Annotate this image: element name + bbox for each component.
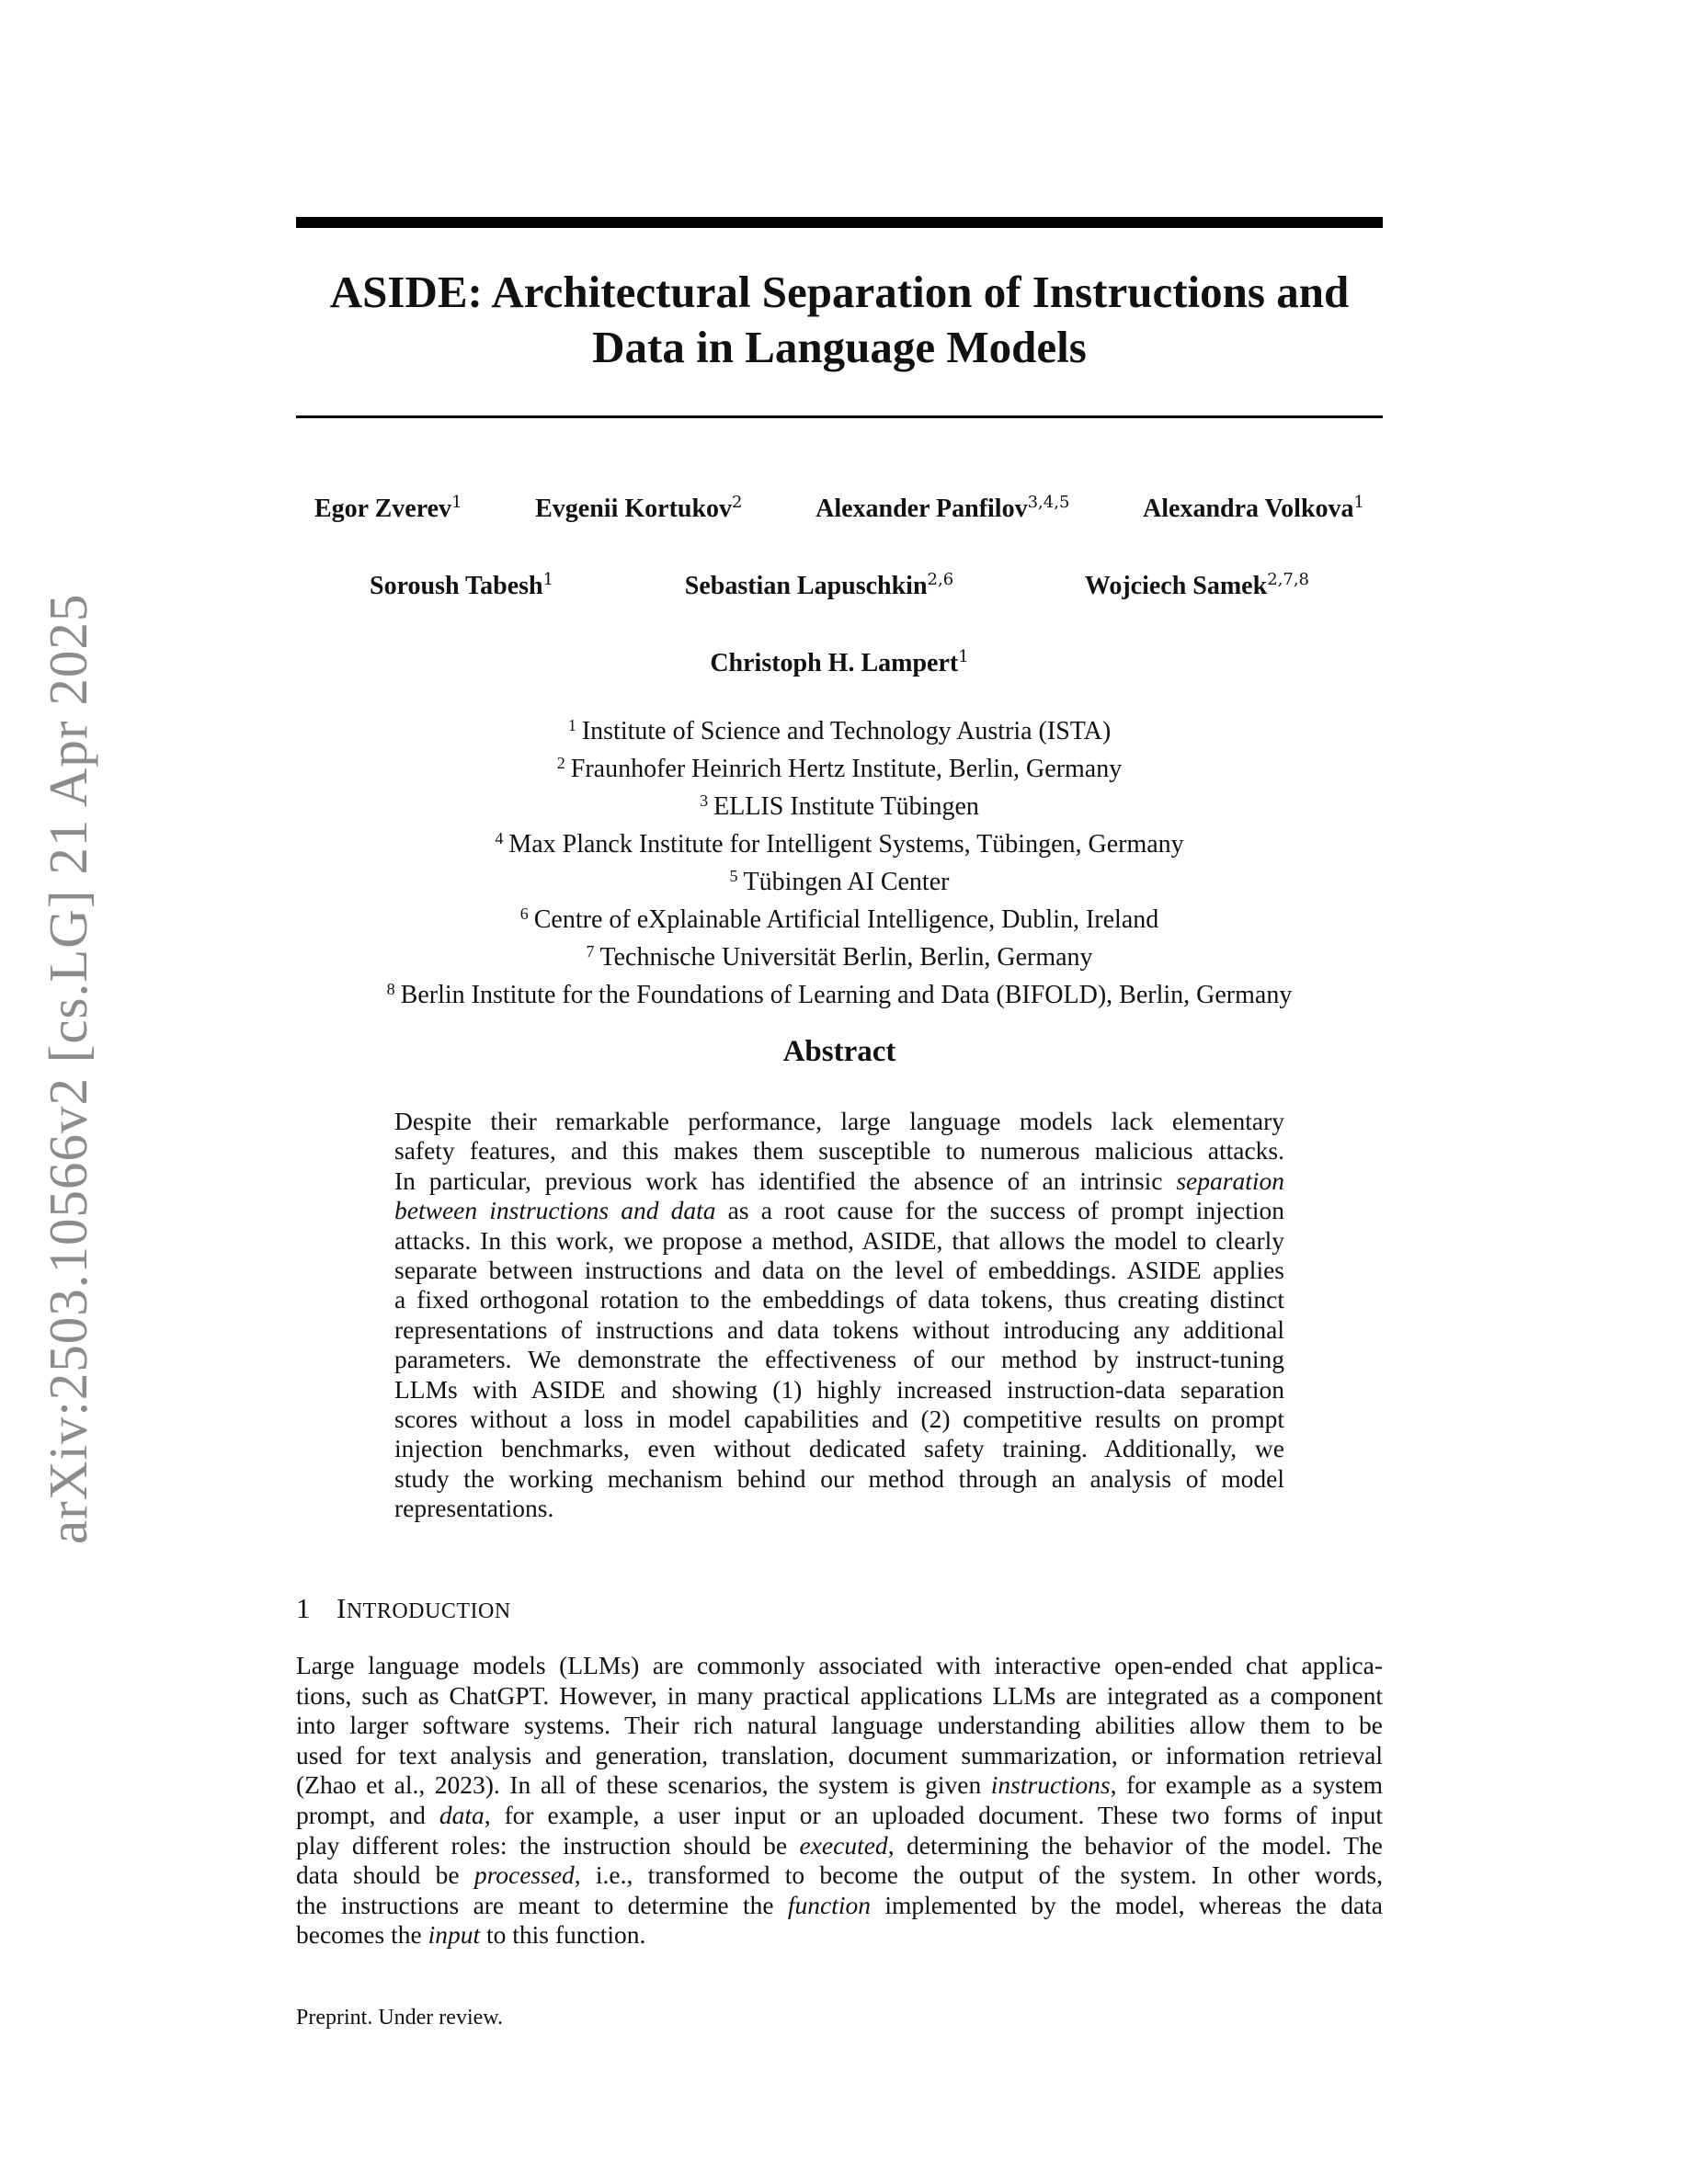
body-line: data should be processed, i.e., transformed to become the output of the system. In other words, bbox=[296, 1860, 1383, 1890]
paper-title bbox=[296, 265, 1383, 375]
author: Christoph H. Lampert$^1$ bbox=[710, 647, 969, 677]
abstract-line: LLMs with ASIDE and showing (1) highly increased instruction-data separation bbox=[394, 1374, 1284, 1404]
abstract-line: representations of instructions and data tokens without introducing any additional bbox=[394, 1314, 1284, 1344]
affiliation: $^8$ Berlin Institute for the Foundations of Learning and Data (BIFOLD), Berlin, Germany bbox=[386, 980, 1293, 1009]
author-row-3 bbox=[296, 647, 1383, 678]
author: Egor Zverev$^1$ bbox=[314, 493, 462, 523]
body-line: prompt, and data, for example, a user input or an uploaded document. These two forms of input bbox=[296, 1800, 1383, 1829]
affiliation: $^2$ Fraunhofer Heinrich Hertz Institute, Berlin, Germany bbox=[556, 754, 1123, 783]
affiliation: $^6$ Centre of eXplainable Artificial Intelligence, Dublin, Ireland bbox=[519, 904, 1159, 934]
title-bottom-rule bbox=[296, 415, 1383, 418]
abstract-line: representations. bbox=[394, 1494, 554, 1523]
abstract-line: a fixed orthogonal rotation to the embeddings of data tokens, thus creating distinct bbox=[394, 1285, 1284, 1314]
author: Wojciech Samek$^{2,7,8}$ bbox=[1084, 570, 1309, 600]
author: Soroush Tabesh$^1$ bbox=[370, 570, 554, 600]
title-top-rule bbox=[296, 217, 1383, 228]
author-row-2 bbox=[296, 570, 1383, 601]
abstract-line: In particular, previous work has identified the absence of an intrinsic separation bbox=[394, 1166, 1284, 1195]
abstract-line: separate between instructions and data on the level of embeddings. ASIDE applies bbox=[394, 1256, 1284, 1285]
body-line: becomes the input to this function. bbox=[296, 1920, 646, 1950]
affiliations bbox=[296, 710, 1383, 1011]
body-line: (Zhao et al., 2023). In all of these scenarios, the system is given instructions, for example as a system bbox=[296, 1770, 1384, 1800]
abstract-heading: Abstract bbox=[782, 1035, 896, 1068]
arxiv-side-stamp: arXiv:2503.10566v2 [cs.LG] 21 Apr 2025 bbox=[38, 593, 98, 1544]
body-line: Large language models (LLMs) are commonly associated with interactive open-ended chat applica- bbox=[296, 1651, 1383, 1679]
abstract-line: safety features, and this makes them susceptible to numerous malicious attacks. bbox=[394, 1136, 1284, 1166]
abstract-line: injection benchmarks, even without dedicated safety training. Additionally, we bbox=[394, 1434, 1284, 1463]
author: Alexandra Volkova$^1$ bbox=[1143, 493, 1364, 523]
footer-note: Preprint. Under review. bbox=[296, 2006, 504, 2030]
body-line: the instructions are meant to determine the function implemented by the model, whereas the data bbox=[296, 1890, 1383, 1919]
abstract-line: scores without a loss in model capabilities and (2) competitive results on prompt bbox=[394, 1405, 1284, 1434]
abstract-line: attacks. In this work, we propose a method, ASIDE, that allows the model to clearly bbox=[394, 1225, 1284, 1255]
body-line: tions, such as ChatGPT. However, in many practical applications LLMs are integrated as a component bbox=[296, 1680, 1383, 1710]
affiliation: $^4$ Max Planck Institute for Intelligent Systems, Tübingen, Germany bbox=[495, 829, 1184, 859]
author: Evgenii Kortukov$^2$ bbox=[535, 493, 743, 523]
abstract-line: study the working mechanism behind our method through an analysis of model bbox=[394, 1463, 1284, 1493]
author: Alexander Panfilov$^{3,4,5}$ bbox=[815, 493, 1070, 523]
author-row-1 bbox=[296, 493, 1383, 524]
section-number: 1 bbox=[296, 1592, 311, 1624]
body-line: play different roles: the instruction should be executed, determining the behavior of the model. The bbox=[296, 1830, 1383, 1860]
affiliation: $^5$ Tübingen AI Center bbox=[729, 867, 950, 896]
title-line-1: ASIDE: Architectural Separation of Instructions and bbox=[329, 267, 1350, 317]
introduction-paragraph bbox=[296, 1651, 1383, 1951]
affiliation: $^1$ Institute of Science and Technology Austria (ISTA) bbox=[567, 716, 1112, 745]
author: Sebastian Lapuschkin$^{2,6}$ bbox=[684, 570, 954, 600]
abstract-line: parameters. We demonstrate the effectiveness of our method by instruct-tuning bbox=[394, 1345, 1284, 1374]
body-line: into larger software systems. Their rich natural language understanding abilities allow them to be bbox=[296, 1711, 1383, 1740]
title-line-2: Data in Language Models bbox=[592, 322, 1087, 372]
affiliation: $^3$ ELLIS Institute Tübingen bbox=[700, 791, 979, 821]
abstract-body bbox=[394, 1107, 1284, 1524]
abstract-line: between instructions and data as a root cause for the success of prompt injection bbox=[394, 1196, 1285, 1225]
affiliation: $^7$ Technische Universität Berlin, Berlin, Germany bbox=[586, 942, 1093, 972]
body-line: used for text analysis and generation, translation, document summarization, or information retrieval bbox=[296, 1740, 1383, 1769]
section-heading-introduction: 1 INTRODUCTION bbox=[296, 1592, 511, 1624]
abstract-line: Despite their remarkable performance, large language models lack elementary bbox=[394, 1107, 1284, 1135]
